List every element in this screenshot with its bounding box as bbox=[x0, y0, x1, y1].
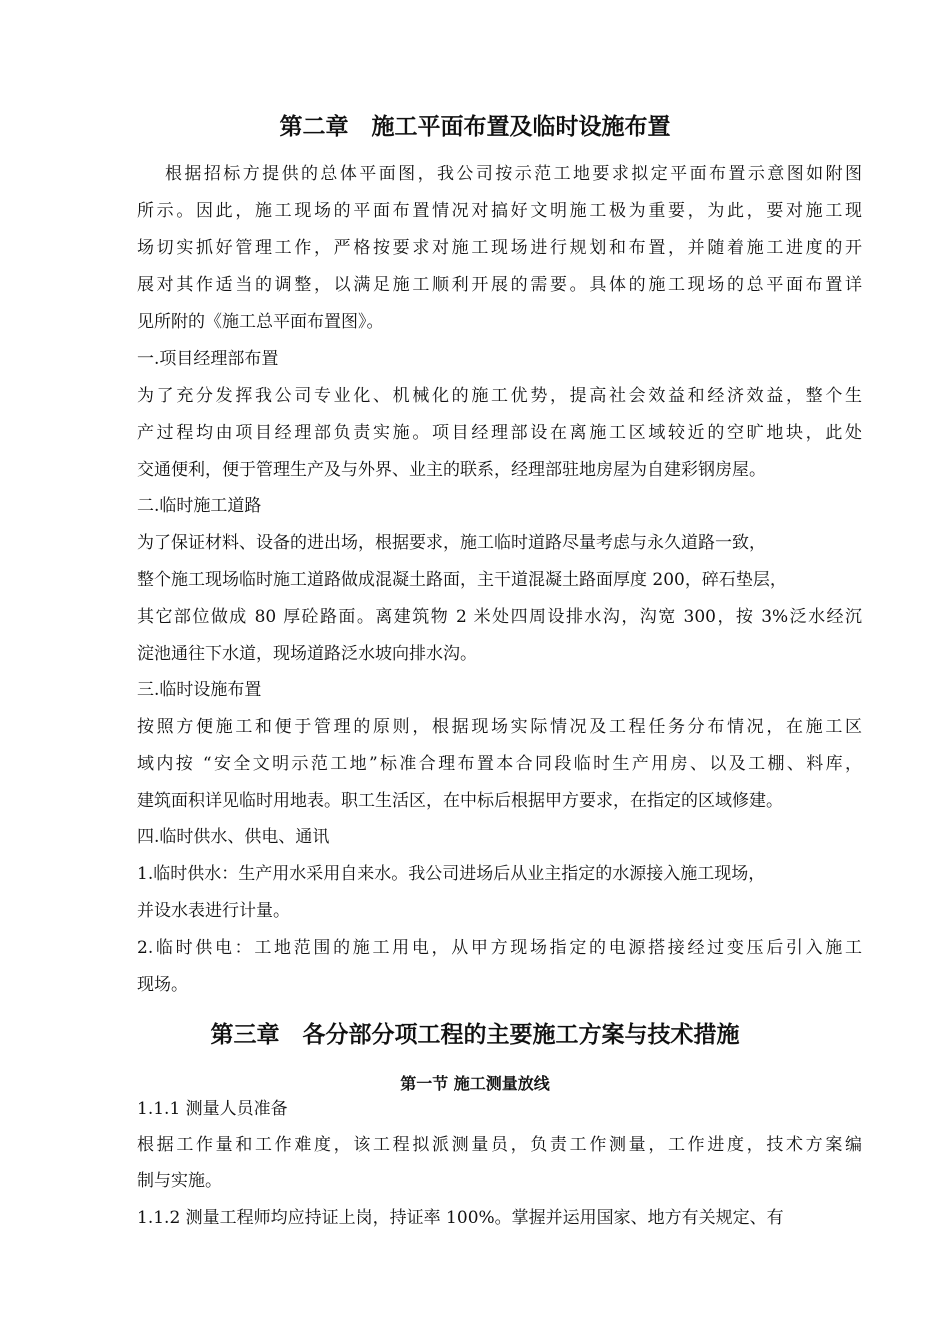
paragraph-line: 淀池通往下水道，现场道路泛水坡向排水沟。 bbox=[137, 644, 477, 664]
paragraph-line: 并设水表进行计量。 bbox=[137, 901, 290, 921]
paragraph-line: 1.1.2 测量工程师均应持证上岗，持证率 100%。掌握并运用国家、地方有关规定、有 bbox=[137, 1208, 784, 1228]
subsection-heading: 1.1.1 测量人员准备 bbox=[137, 1099, 288, 1119]
paragraph-line: 按照方便施工和便于管理的原则，根据现场实际情况及工程任务分布情况，在施工区 bbox=[137, 717, 862, 737]
paragraph-line: 展对其作适当的调整，以满足施工顺利开展的需要。具体的施工现场的总平面布置详 bbox=[137, 275, 862, 295]
chapter-3-title: 第三章 各分部分项工程的主要施工方案与技术措施 bbox=[210, 1022, 740, 1048]
chapter-2-title: 第二章 施工平面布置及临时设施布置 bbox=[279, 114, 671, 140]
paragraph-line: 所示。因此，施工现场的平面布置情况对搞好文明施工极为重要，为此，要对施工现 bbox=[137, 201, 862, 221]
paragraph-line: 现场。 bbox=[137, 975, 188, 995]
section-heading: 三.临时设施布置 bbox=[137, 680, 262, 700]
section-heading: 一.项目经理部布置 bbox=[137, 349, 279, 369]
paragraph-line: 为了保证材料、设备的进出场，根据要求，施工临时道路尽量考虑与永久道路一致， bbox=[137, 533, 766, 553]
paragraph-line: 产过程均由项目经理部负责实施。项目经理部设在离施工区域较近的空旷地块，此处 bbox=[137, 423, 862, 443]
section-title: 第一节 施工测量放线 bbox=[400, 1074, 550, 1093]
paragraph-line: 其它部位做成 80 厚砼路面。离建筑物 2 米处四周设排水沟，沟宽 300，按 3%泛水经沉 bbox=[137, 607, 862, 627]
paragraph-line: 为了充分发挥我公司专业化、机械化的施工优势，提高社会效益和经济效益，整个生 bbox=[137, 386, 862, 406]
paragraph-line: 域内按 “安全文明示范工地”标准合理布置本合同段临时生产用房、以及工棚、料库， bbox=[137, 754, 862, 774]
paragraph-line: 见所附的《施工总平面布置图》。 bbox=[137, 312, 384, 332]
section-heading: 四.临时供水、供电、通讯 bbox=[137, 827, 330, 847]
paragraph-line: 场切实抓好管理工作，严格按要求对施工现场进行规划和布置，并随着施工进度的开 bbox=[137, 238, 862, 258]
section-heading: 二.临时施工道路 bbox=[137, 496, 262, 516]
paragraph-line: 根据工作量和工作难度，该工程拟派测量员，负责工作测量，工作进度，技术方案编 bbox=[137, 1135, 862, 1155]
paragraph-line: 建筑面积详见临时用地表。职工生活区，在中标后根据甲方要求，在指定的区域修建。 bbox=[137, 791, 783, 811]
paragraph-line: 整个施工现场临时施工道路做成混凝土路面，主干道混凝土路面厚度 200，碎石垫层， bbox=[137, 570, 787, 590]
paragraph-line: 1.临时供水：生产用水采用自来水。我公司进场后从业主指定的水源接入施工现场， bbox=[137, 864, 766, 884]
paragraph-line: 2.临时供电：工地范围的施工用电，从甲方现场指定的电源搭接经过变压后引入施工 bbox=[137, 938, 862, 958]
paragraph-line: 根据招标方提供的总体平面图，我公司按示范工地要求拟定平面布置示意图如附图 bbox=[165, 164, 862, 184]
paragraph-line: 交通便利，便于管理生产及与外界、业主的联系，经理部驻地房屋为自建彩钢房屋。 bbox=[137, 460, 766, 480]
paragraph-line: 制与实施。 bbox=[137, 1171, 222, 1191]
